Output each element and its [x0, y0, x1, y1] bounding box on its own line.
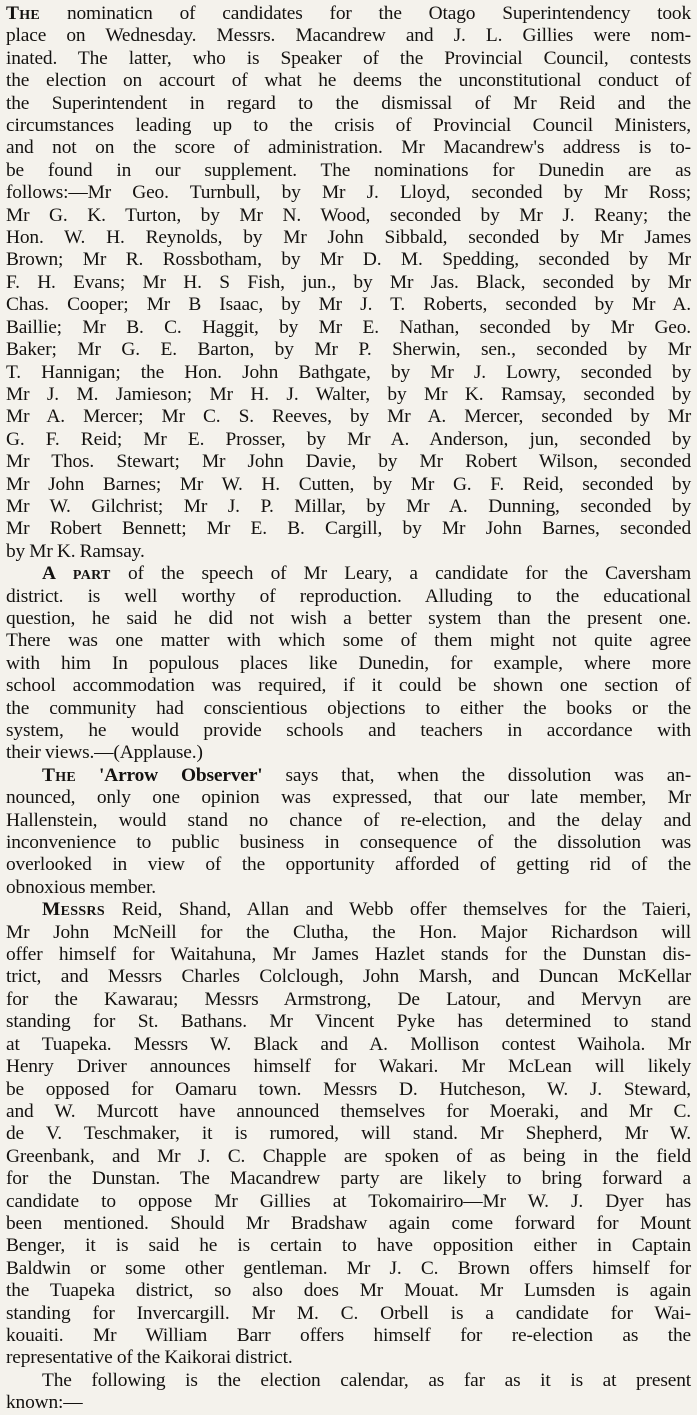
- text-line: their views.—(Applause.): [6, 742, 203, 764]
- text-line: school accommodation was required, if it could be shown one section of: [6, 675, 691, 697]
- text-line: circumstances leading up to the crisis of Provincial Council Ministers,: [6, 115, 691, 137]
- text-line: trict, and Messrs Charles Colclough, John Marsh, and Duncan McKellar: [6, 966, 691, 988]
- text-line: Baker; Mr G. E. Barton, by Mr P. Sherwin, sen., seconded by Mr: [6, 339, 691, 361]
- text-line: Mr A. Mercer; Mr C. S. Reeves, by Mr A. Mercer, seconded by Mr: [6, 406, 691, 428]
- paragraph-nominations: [6, 3, 691, 563]
- text-line: Mr G. K. Turton, by Mr N. Wood, seconded by Mr J. Reany; the: [6, 204, 691, 226]
- text-line: Mr John McNeill for the Clutha, the Hon. Major Richardson will: [6, 921, 691, 943]
- text-line: Brown; Mr R. Rossbotham, by Mr D. M. Spedding, seconded by Mr: [6, 249, 691, 271]
- text-line: question, he said he did not wish a better system than the present one.: [6, 607, 691, 629]
- text-line: the community had conscientious objections to either the books or the: [6, 697, 691, 719]
- text-line: A part of the speech of Mr Leary, a candidate for the Caversham: [42, 563, 691, 585]
- text-line: inconvenience to public business in consequence of the dissolution was: [6, 832, 691, 854]
- text-line: be opposed for Oamaru town. Messrs D. Hutcheson, W. J. Steward,: [6, 1078, 691, 1100]
- text-line: Benger, it is said he is certain to have opposition either in Captain: [6, 1235, 691, 1257]
- text-line: G. F. Reid; Mr E. Prosser, by Mr A. Anderson, jun, seconded by: [6, 428, 691, 450]
- text-line: known:—: [6, 1392, 83, 1414]
- text-line: Mr John Barnes; Mr W. H. Cutten, by Mr G. F. Reid, seconded by: [6, 473, 691, 495]
- text-line: and not on the score of administration. Mr Macandrew's address is to-: [6, 137, 691, 159]
- text-line: Mr Robert Bennett; Mr E. B. Cargill, by Mr John Barnes, seconded: [6, 518, 691, 540]
- text-line: inated. The latter, who is Speaker of the Provincial Council, contests: [6, 47, 691, 69]
- text-line: F. H. Evans; Mr H. S Fish, jun., by Mr Jas. Black, seconded by Mr: [6, 271, 691, 293]
- text-line: Hallenstein, would stand no chance of re-election, and the delay and: [6, 809, 691, 831]
- text-line: the Tuapeka district, so also does Mr Mouat. Mr Lumsden is again: [6, 1280, 691, 1302]
- text-line: obnoxious member.: [6, 876, 156, 898]
- text-line: Greenbank, and Mr J. C. Chapple are spoken of as being in the field: [6, 1145, 691, 1167]
- text-line: Messrs Reid, Shand, Allan and Webb offer themselves for the Taieri,: [42, 899, 691, 921]
- text-line: the election on accourt of what he deems the unconstitutional conduct of: [6, 70, 691, 92]
- text-line: representative of the Kaikorai district.: [6, 1347, 293, 1369]
- paragraph-lead: A part: [42, 563, 111, 585]
- paragraph-arrow-observer: [6, 765, 691, 899]
- text-line: follows:—Mr Geo. Turnbull, by Mr J. Lloyd, seconded by Mr Ross;: [6, 182, 691, 204]
- text-line: The following is the election calendar, as far as it is at present: [42, 1369, 691, 1391]
- text-line: Mr Thos. Stewart; Mr John Davie, by Mr Robert Wilson, seconded: [6, 451, 691, 473]
- text-line: Baldwin or some other gentleman. Mr J. C. Brown offers himself for: [6, 1257, 691, 1279]
- paragraph-messrs: [6, 899, 691, 1370]
- text-line: been mentioned. Should Mr Bradshaw again come forward for Mount: [6, 1212, 691, 1234]
- text-line: The 'Arrow Observer' says that, when the dissolution was an-: [42, 764, 692, 786]
- text-line: Baillie; Mr B. C. Haggit, by Mr E. Nathan, seconded by Mr Geo.: [6, 316, 691, 338]
- text-line: T. Hannigan; the Hon. John Bathgate, by Mr J. Lowry, seconded by: [6, 361, 691, 383]
- text-line: by Mr K. Ramsay.: [6, 540, 145, 562]
- text-line: for the Kawarau; Messrs Armstrong, De Latour, and Mervyn are: [6, 988, 691, 1010]
- text-line: place on Wednesday. Messrs. Macandrew and J. L. Gillies were nom-: [6, 25, 691, 47]
- paragraph-lead: Messrs: [42, 899, 105, 921]
- text-line: The nominaticn of candidates for the Otago Superintendency took: [6, 3, 692, 24]
- text-line: district. is well worthy of reproduction. Alluding to the educational: [6, 585, 691, 607]
- text-line: nounced, only one opinion was expressed, that our late member, Mr: [6, 787, 691, 809]
- text-line: and W. Murcott have announced themselves for Moeraki, and Mr C.: [6, 1100, 691, 1122]
- paragraph-lead: The: [42, 764, 77, 786]
- paragraph-leary: [6, 563, 691, 765]
- text-line: at Tuapeka. Messrs W. Black and A. Mollison contest Waihola. Mr: [6, 1033, 691, 1055]
- text-line: There was one matter with which some of them might not quite agree: [6, 630, 691, 652]
- text-line: Hon. W. H. Reynolds, by Mr John Sibbald, seconded by Mr James: [6, 227, 691, 249]
- text-line: standing for St. Bathans. Mr Vincent Pyke has determined to stand: [6, 1011, 691, 1033]
- text-line: Mr W. Gilchrist; Mr J. P. Millar, by Mr A. Dunning, seconded by: [6, 495, 691, 517]
- text-line: kouaiti. Mr William Barr offers himself for re-election as the: [6, 1324, 691, 1346]
- text-line: the Superintendent in regard to the dismissal of Mr Reid and the: [6, 92, 691, 114]
- text-line: de V. Teschmaker, it is rumored, will stand. Mr Shepherd, Mr W.: [6, 1123, 691, 1145]
- publication-name: 'Arrow Observer': [98, 764, 263, 786]
- text-line: Mr J. M. Jamieson; Mr H. J. Walter, by Mr K. Ramsay, seconded by: [6, 383, 691, 405]
- text-line: overlooked in view of the opportunity afforded of getting rid of the: [6, 854, 691, 876]
- paragraph-calendar: [6, 1370, 691, 1415]
- text-line: Chas. Cooper; Mr B Isaac, by Mr J. T. Roberts, seconded by Mr A.: [6, 294, 691, 316]
- text-line: Henry Driver announces himself for Wakari. Mr McLean will likely: [6, 1056, 691, 1078]
- text-line: be found in our supplement. The nominations for Dunedin are as: [6, 159, 691, 181]
- text-line: offer himself for Waitahuna, Mr James Hazlet stands for the Dunstan dis-: [6, 944, 691, 966]
- text-line: candidate to oppose Mr Gillies at Tokomairiro—Mr W. J. Dyer has: [6, 1190, 691, 1212]
- text-line: system, he would provide schools and teachers in accordance with: [6, 720, 691, 741]
- text-line: for the Dunstan. The Macandrew party are likely to bring forward a: [6, 1168, 691, 1190]
- text-line: standing for Invercargill. Mr M. C. Orbell is a candidate for Wai-: [6, 1302, 691, 1324]
- paragraph-lead: The: [6, 3, 41, 24]
- text-line: with him In populous places like Dunedin, for example, where more: [6, 652, 691, 674]
